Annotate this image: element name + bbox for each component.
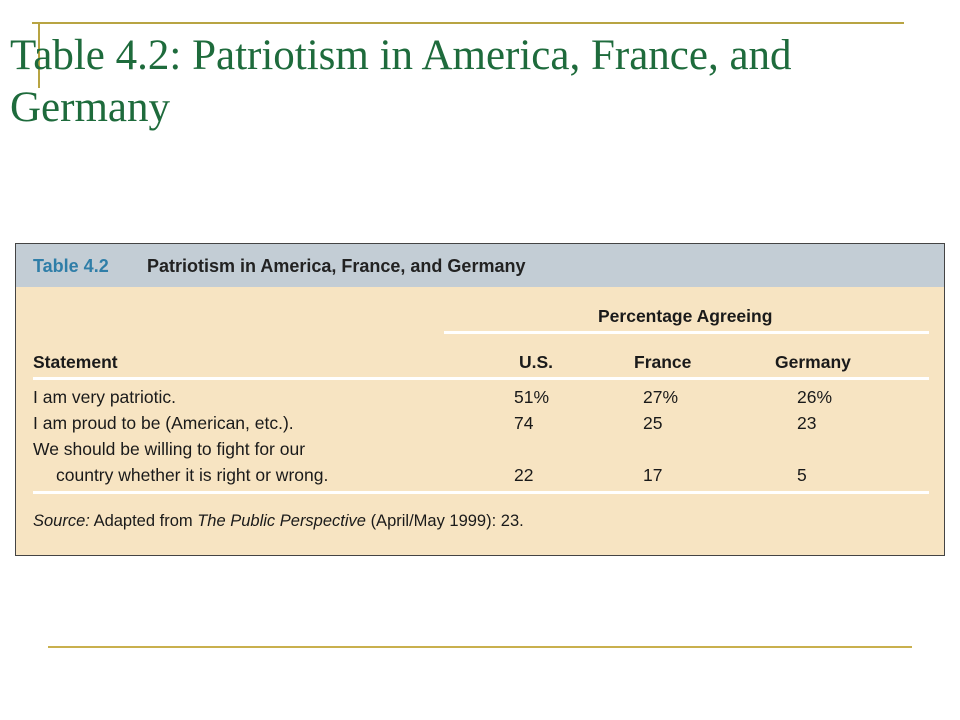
row-2-germany-value: 23 (797, 413, 817, 433)
group-header-rule (444, 331, 929, 334)
row-3-statement-line-1: We should be willing to fight for our (33, 439, 306, 459)
table-label: Table 4.2 (33, 256, 109, 276)
row-2-statement: I am proud to be (American, etc.). (33, 413, 294, 433)
source-pre: Adapted from (93, 512, 193, 530)
group-header-percentage-agreeing: Percentage Agreeing (598, 306, 773, 326)
table-caption: Patriotism in America, France, and Germany (147, 256, 526, 276)
row-3-germany-value: 5 (797, 465, 807, 485)
footer-rule (33, 491, 929, 494)
row-1-statement: I am very patriotic. (33, 387, 176, 407)
source-label: Source: (33, 512, 90, 530)
slide-top-rule (32, 22, 904, 24)
column-header-statement: Statement (33, 352, 118, 372)
row-1-france-value: 27% (643, 387, 679, 407)
row-2-us-value: 74 (514, 413, 534, 433)
header-rule (33, 377, 929, 380)
row-3-us-value: 22 (514, 465, 534, 485)
column-header-germany: Germany (775, 352, 851, 372)
row-3-statement-line-2: country whether it is right or wrong. (56, 465, 329, 485)
column-header-us: U.S. (519, 352, 554, 372)
slide-bottom-rule (48, 646, 912, 648)
table-figure (15, 243, 945, 556)
row-1-germany-value: 26% (797, 387, 833, 407)
row-3-france-value: 17 (643, 465, 663, 485)
slide-title: Table 4.2: Patriotism in America, France, and Germany (10, 32, 792, 131)
row-2-france-value: 25 (643, 413, 663, 433)
source-publication: The Public Perspective (197, 512, 366, 530)
row-1-us-value: 51% (514, 387, 550, 407)
column-header-france: France (634, 352, 692, 372)
table-header-band (16, 244, 944, 287)
source-post: (April/May 1999): 23. (370, 512, 524, 530)
source-note (33, 510, 524, 532)
